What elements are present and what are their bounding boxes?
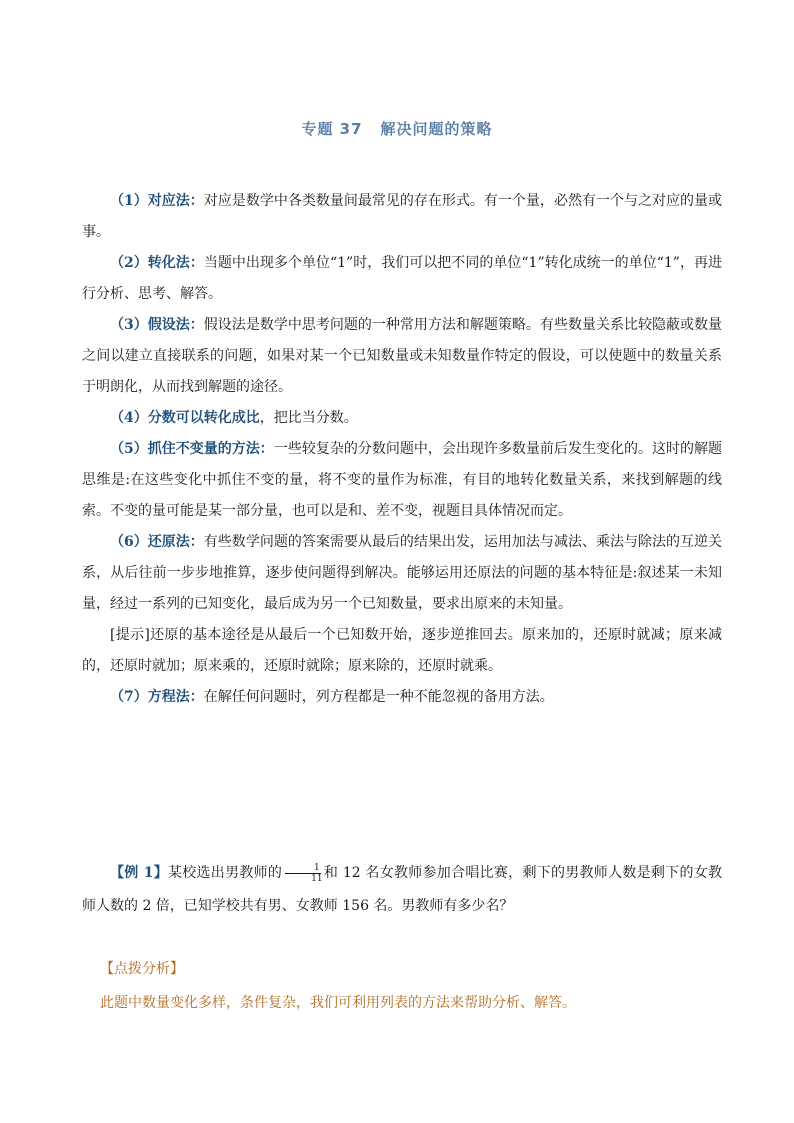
example-text-after: 和 12 名女教师参加合唱比赛，剩下的男教师人数是剩下的女教师人数的 2 倍，已知学校共有男、女教师 156 名。男教师有多少名？ (82, 865, 722, 914)
strategy-text: 有些数学问题的答案需要从最后的结果出发，运用加法与减法、乘法与除法的互逆关系，从后往前一步步地推算，逐步使问题得到解决。能够运用还原法的问题的基本特征是:叙述某一未知量，经过一系列的已知变化，最后成为另一个已知数量，要求出原来的未知量。 (82, 534, 723, 612)
strategy-1 (82, 186, 722, 248)
strategy-text: 对应是数学中各类数量间最常见的存在形式。有一个量，必然有一个与之对应的量或事。 (82, 193, 723, 240)
strategy-heading: （7）方程法： (110, 689, 204, 705)
strategy-5 (82, 434, 722, 527)
strategy-heading: （2）转化法： (110, 255, 204, 271)
title-name: 解决问题的策略 (380, 120, 493, 138)
strategy-heading: （4）分数可以转化成比 (110, 410, 260, 426)
page-title (0, 118, 794, 139)
strategy-6 (82, 527, 722, 620)
example-1 (82, 857, 722, 923)
strategy-text: 在解任何问题时，列方程都是一种不能忽视的备用方法。 (203, 689, 554, 705)
strategy-list (82, 186, 722, 713)
strategy-2 (82, 248, 722, 310)
example-text (82, 857, 722, 923)
analysis-body: 此题中数量变化多样，条件复杂，我们可利用列表的方法来帮助分析、解答。 (100, 995, 576, 1011)
analysis-title: 【点拨分析】 (100, 961, 184, 977)
strategy-7 (82, 682, 722, 713)
strategy-heading: （3）假设法： (110, 317, 204, 333)
example-label: 【例 1】 (110, 865, 168, 881)
fraction (283, 863, 322, 884)
title-prefix: 专题 37 (301, 120, 363, 138)
strategy-text: ，把比当分数。 (259, 410, 358, 426)
strategy-text: 假设法是数学中思考问题的一种常用方法和解题策略。有些数量关系比较隐蔽或数量之间以建立直接联系的问题，如果对某一个已知数量或未知数量作特定的假设，可以使题中的数量关系于明朗化，从而找到解题的途径。 (82, 317, 723, 395)
strategy-text: 当题中出现多个单位“1”时，我们可以把不同的单位“1”转化成统一的单位“1”，再进行分析、思考、解答。 (82, 255, 722, 302)
strategy-3 (82, 310, 722, 403)
strategy-heading: （6）还原法： (110, 534, 204, 550)
fraction-numerator: 1 (285, 863, 321, 874)
strategy-heading: （1）对应法： (110, 193, 204, 209)
tip-paragraph: [提示]还原的基本途径是从最后一个已知数开始，逐步逆推回去。原来加的，还原时就减；原来减的，还原时就加；原来乘的，还原时就除；原来除的，还原时就乘。 (82, 627, 722, 674)
example-text-before: 某校选出男教师的 (167, 865, 283, 881)
strategy-heading: （5）抓住不变量的方法： (110, 441, 274, 457)
strategy-4 (82, 403, 722, 434)
fraction-denominator: 11 (311, 873, 323, 884)
strategy-text: 一些较复杂的分数问题中，会出现许多数量前后发生变化的。这时的解题思维是:在这些变化中抓住不变的量，将不变的量作为标准，有目的地转化数量关系，来找到解题的线索。不变的量可能是某一部分量，也可以是和、差不变，视题目具体情况而定。 (82, 441, 722, 519)
